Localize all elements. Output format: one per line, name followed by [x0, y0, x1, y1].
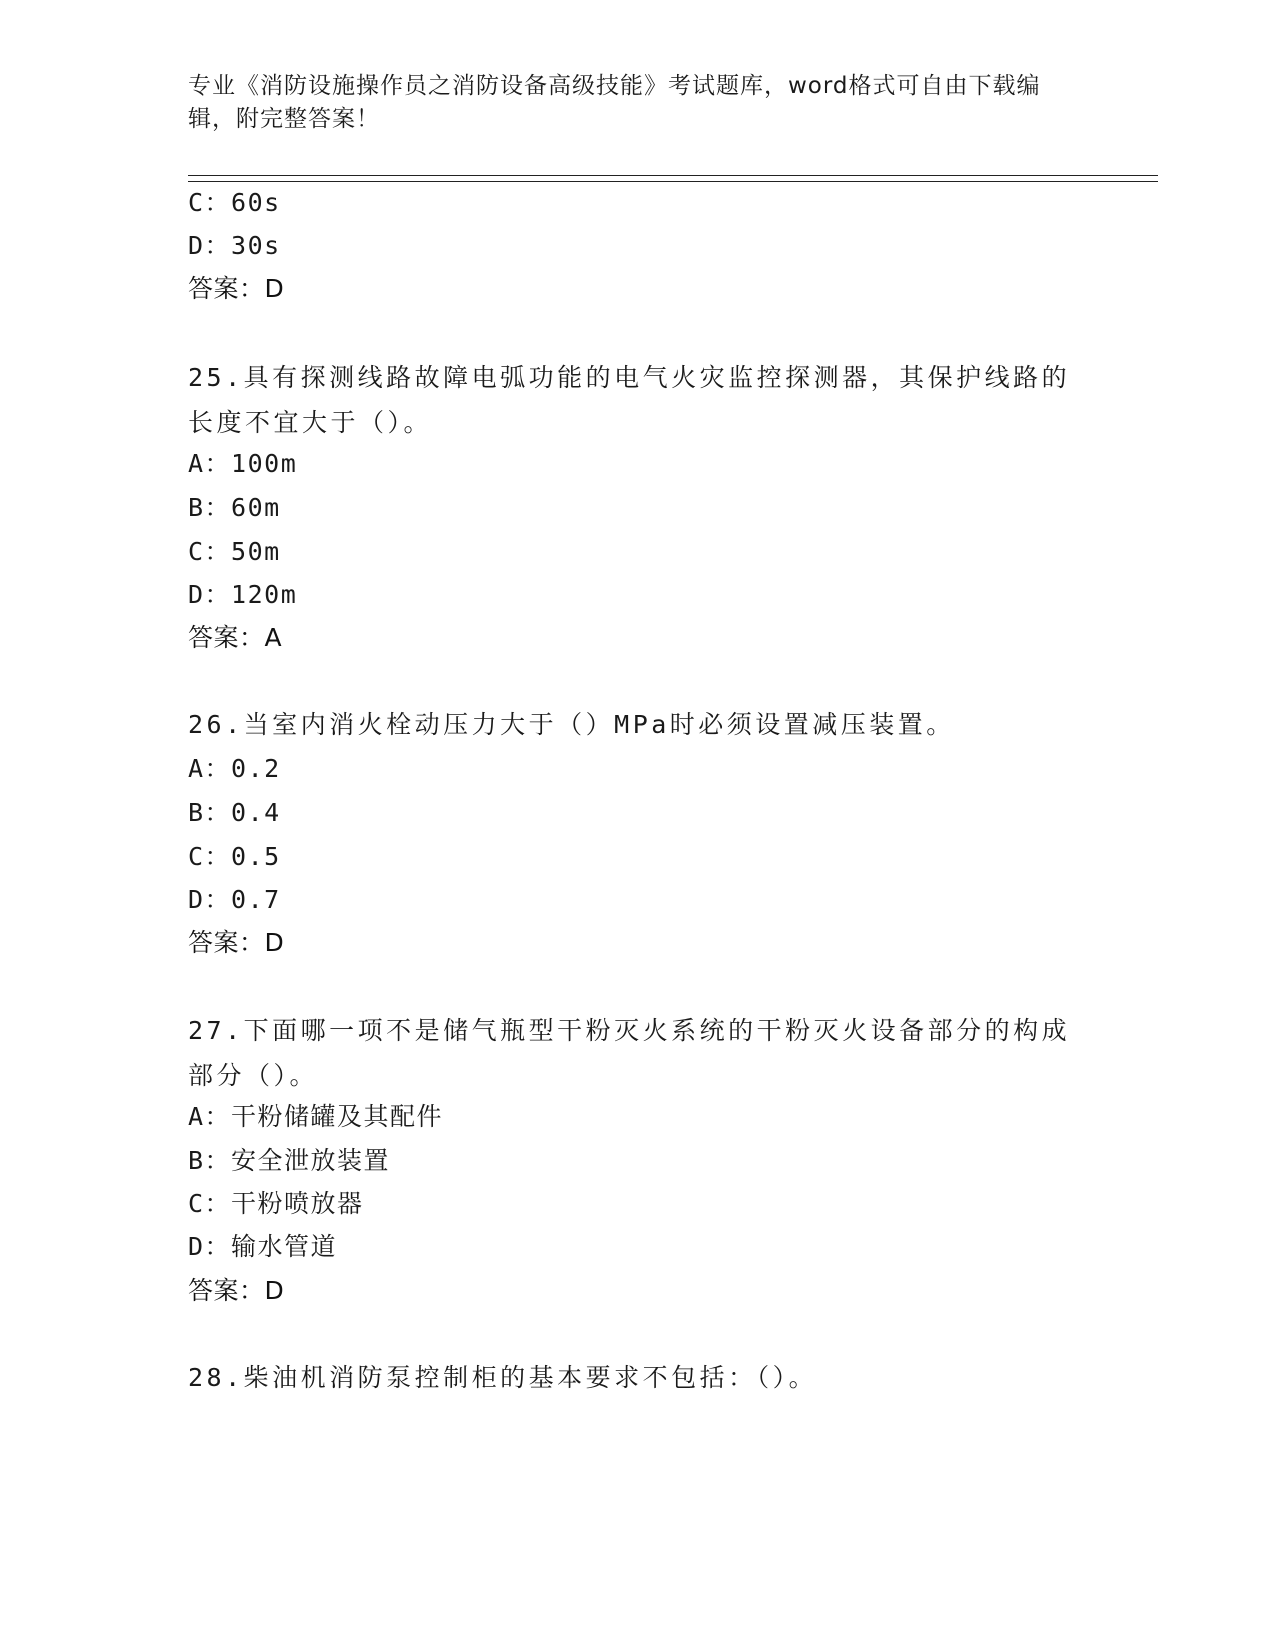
q24-option-c: C：60s: [188, 188, 281, 217]
q25-option-a: A：100m: [188, 449, 298, 478]
q25-stem: 25.具有探测线路故障电弧功能的电气火灾监控探测器，其保护线路的长度不宜大于（）。: [188, 363, 1071, 437]
q26-option-d: D：0.7: [188, 885, 281, 914]
q27-option-a: A：干粉储罐及其配件: [188, 1102, 444, 1131]
q27-option-c: C：干粉喷放器: [188, 1189, 364, 1218]
q26-answer: 答案：D: [188, 928, 285, 957]
q25-option-b: B：60m: [188, 493, 281, 522]
q27-option-b: B：安全泄放装置: [188, 1146, 391, 1175]
q24-answer: 答案：D: [188, 274, 285, 303]
q27-stem: 27.下面哪一项不是储气瓶型干粉灭火系统的干粉灭火设备部分的构成部分（）。: [188, 1016, 1071, 1090]
q25-option-c: C：50m: [188, 537, 281, 566]
q27-answer: 答案：D: [188, 1276, 285, 1305]
q26-option-b: B：0.4: [188, 798, 281, 827]
document-header: 专业《消防设施操作员之消防设备高级技能》考试题库，word格式可自由下载编辑，附完整答案！: [188, 73, 1041, 132]
q28-stem: 28.柴油机消防泵控制柜的基本要求不包括：（）。: [188, 1363, 818, 1392]
header-rule-bottom: [188, 181, 1158, 182]
q26-option-a: A：0.2: [188, 754, 281, 783]
header-rule-top: [188, 175, 1158, 176]
q25-answer: 答案：A: [188, 623, 283, 652]
q26-stem: 26.当室内消火栓动压力大于（）MPa时必须设置减压装置。: [188, 710, 955, 739]
q26-option-c: C：0.5: [188, 842, 281, 871]
q25-option-d: D：120m: [188, 580, 298, 609]
q27-option-d: D：输水管道: [188, 1232, 338, 1261]
q24-option-d: D：30s: [188, 231, 281, 260]
